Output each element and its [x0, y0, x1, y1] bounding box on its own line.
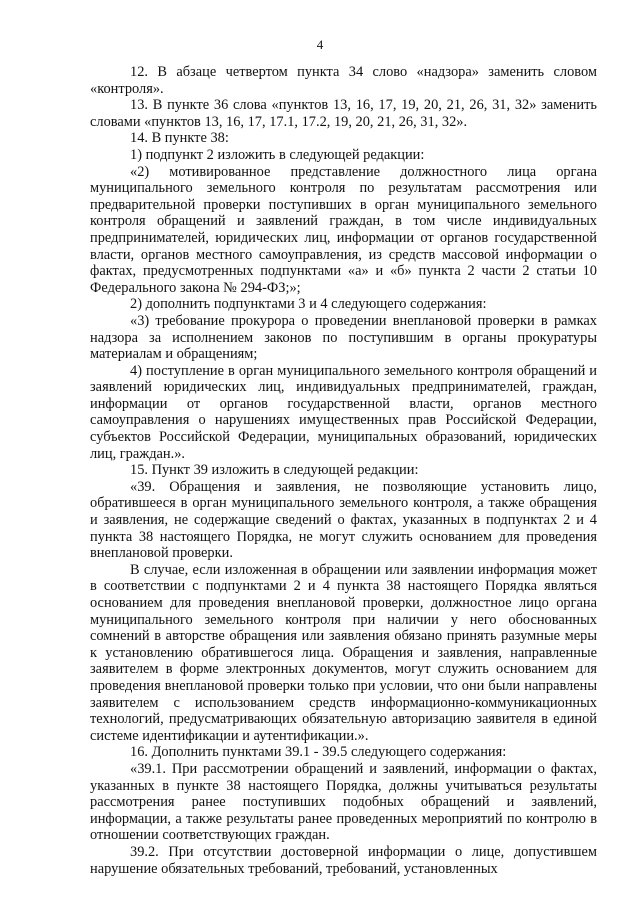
paragraph-14-sub-2: 2) дополнить подпунктами 3 и 4 следующего содержания:: [130, 296, 487, 313]
paragraph-39-second: В случае, если изложенная в обращении или заявлении информация может в соответствии с подпунктами 2 и 4 пункта 38 настоящего Порядка являться основанием для проведения внеплановой проверки, должностное лицо органа муниципального земельного контроля при наличии у него обоснованных сомнений в авторстве обращения или заявления обязано принять разумные меры к установлению обратившегося лица. Обращения и заявления, направленные заявителем в форме электронных документов, могут служить основанием для проведения внеплановой проверки только при условии, что они были направлены заявителем с использованием средств информационно-коммуникационных технологий, предусматривающих обязательную авторизацию заявителя в единой системе идентификации и аутентификации.».: [90, 561, 597, 744]
paragraph-13: 13. В пункте 36 слова «пунктов 13, 16, 17, 19, 20, 21, 26, 31, 32» заменить словами «пунктов 13, 16, 17, 17.1, 17.2, 19, 20, 21, 26, 31, 32».: [90, 97, 597, 130]
paragraph-39-2: 39.2. При отсутствии достоверной информации о лице, допустившем нарушение обязательных требований, требований, установленных: [90, 843, 597, 877]
paragraph-12: 12. В абзаце четвертом пункта 34 слово «надзора» заменить словом «контроля».: [90, 64, 597, 97]
paragraph-39-text: «39. Обращения и заявления, не позволяющие установить лицо, обратившееся в орган муниципального земельного контроля, а также обращения и заявления, не содержащие сведений о фактах, указанных в подпунктах 2 и 4 пункта 38 настоящего Порядка, не могут служить основанием для проведения внеплановой проверки.: [90, 478, 597, 562]
document-body: [90, 64, 597, 877]
paragraph-39-1: «39.1. При рассмотрении обращений и заявлений, информации о фактах, указанных в пункте 38 настоящего Порядка, должны учитываться результаты рассмотрения ранее поступивших подобных обращений и заявлений, информации, а также результаты ранее проведенных мероприятий по контролю в отношении соответствующих граждан.: [90, 760, 597, 844]
page-number: 4: [316, 37, 324, 52]
paragraph-14-sub-1: 1) подпункт 2 изложить в следующей редакции:: [130, 146, 425, 163]
paragraph-14-sub-4-text: 4) поступление в орган муниципального земельного контроля обращений и заявлений юридических лиц, индивидуальных предпринимателей, граждан, информации от органов государственной власти, органов местного самоуправления о нарушениях имущественных прав Российской Федерации, субъектов Российской Федерации, муниципальных образований, юридических лиц, граждан.».: [90, 362, 597, 462]
paragraph-14: 14. В пункте 38:: [130, 130, 229, 147]
paragraph-14-sub-2-text: «2) мотивированное представление должностного лица органа муниципального земельного контроля по результатам рассмотрения или предварительной проверки поступивших в орган муниципального земельного контроля обращений и заявлений граждан, в том числе индивидуальных предпринимателей, юридических лиц, информации от органов государственной власти, органов местного самоуправления, из средств массовой информации о фактах, предусмотренных подпунктами «а» и «б» пункта 2 части 2 статьи 10 Федерального закона № 294-ФЗ;»;: [90, 163, 597, 296]
paragraph-16: 16. Дополнить пунктами 39.1 - 39.5 следующего содержания:: [130, 744, 507, 761]
paragraph-14-sub-3-text: «3) требование прокурора о проведении внеплановой проверки в рамках надзора за исполнением законов по поступившим в органы прокуратуры материалам и обращениям;: [90, 312, 597, 363]
paragraph-15: 15. Пункт 39 изложить в следующей редакции:: [130, 462, 419, 479]
